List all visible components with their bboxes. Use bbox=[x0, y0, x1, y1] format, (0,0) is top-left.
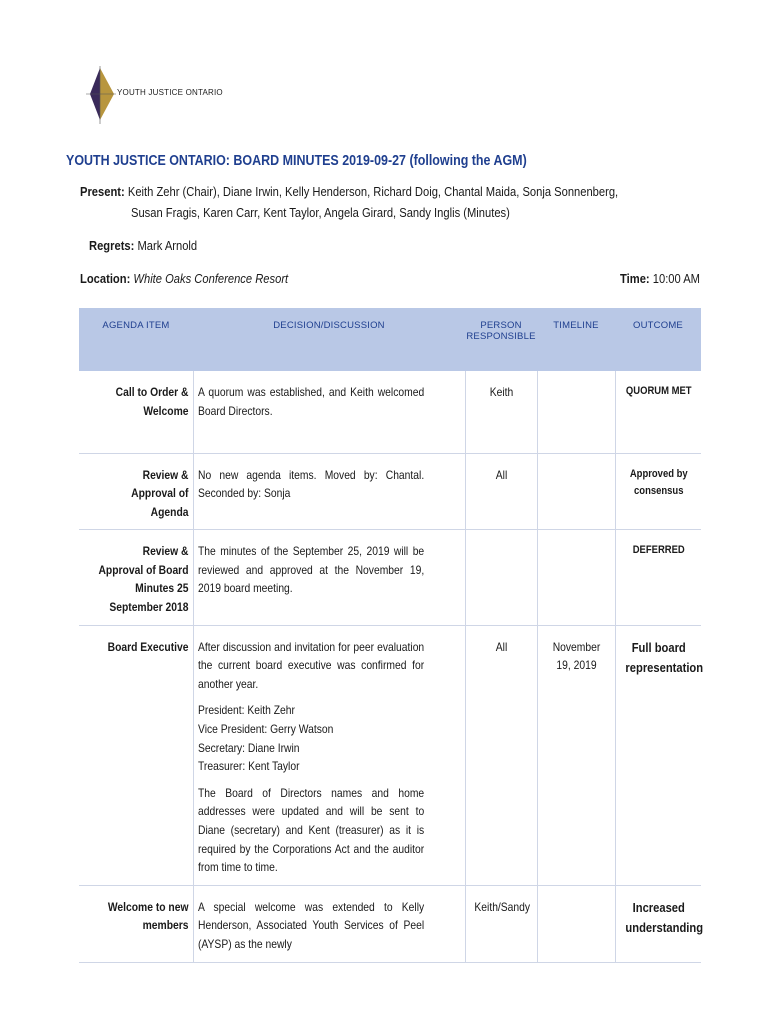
agenda-item: Review & Approval of Board Minutes 25 September 2018 bbox=[98, 544, 189, 615]
regrets-label: Regrets: bbox=[89, 238, 135, 253]
agenda-item: Welcome to new members bbox=[107, 899, 189, 933]
header-person-responsible: PERSON RESPONSIBLE bbox=[465, 308, 537, 371]
regrets-row bbox=[89, 238, 197, 253]
person-responsible: Keith/Sandy bbox=[473, 899, 530, 914]
table-header-row bbox=[79, 308, 701, 371]
person-responsible: All bbox=[495, 467, 507, 482]
time-value: 10:00 AM bbox=[652, 271, 700, 286]
person-responsible: All bbox=[495, 639, 507, 654]
discussion-text: A special welcome was extended to Kelly Henderson, Associated Youth Services of Peel (AYSP) as the newly bbox=[197, 899, 424, 951]
header-outcome: OUTCOME bbox=[615, 308, 701, 371]
time-label: Time: bbox=[620, 271, 650, 286]
exec-vice-president: Vice President: Gerry Watson bbox=[197, 722, 333, 737]
logo-text: YOUTH JUSTICE ONTARIO bbox=[117, 88, 223, 97]
table-row bbox=[79, 625, 701, 885]
outcome: Increased understanding bbox=[624, 899, 703, 935]
header-decision-discussion: DECISION/DISCUSSION bbox=[193, 308, 465, 371]
page-title: YOUTH JUSTICE ONTARIO: BOARD MINUTES 2019-09-27 (following the AGM) bbox=[66, 153, 527, 169]
outcome: Approved by consensus bbox=[629, 467, 688, 497]
table-row bbox=[79, 530, 701, 625]
discussion-text: A quorum was established, and Keith welcomed Board Directors. bbox=[197, 385, 424, 418]
regrets-value: Mark Arnold bbox=[137, 238, 198, 253]
exec-president: President: Keith Zehr bbox=[197, 703, 295, 718]
present-line2: Susan Fragis, Karen Carr, Kent Taylor, Angela Girard, Sandy Inglis (Minutes) bbox=[131, 205, 510, 220]
outcome: DEFERRED bbox=[632, 544, 685, 557]
table-row bbox=[79, 885, 701, 962]
present-row bbox=[80, 184, 618, 199]
discussion-text: The minutes of the September 25, 2019 will be reviewed and approved at the November 19, 2019 board meeting. bbox=[197, 544, 424, 596]
outcome: QUORUM MET bbox=[625, 385, 692, 397]
exec-secretary: Secretary: Diane Irwin bbox=[197, 740, 300, 755]
time-row bbox=[607, 271, 700, 286]
exec-treasurer: Treasurer: Kent Taylor bbox=[197, 759, 300, 774]
header-timeline: TIMELINE bbox=[537, 308, 615, 371]
discussion-text: No new agenda items. Moved by: Chantal. Seconded by: Sonja bbox=[197, 467, 424, 501]
present-label: Present: bbox=[80, 184, 125, 199]
agenda-item: Review & Approval of Agenda bbox=[131, 467, 189, 519]
table-row bbox=[79, 371, 701, 453]
location-row bbox=[80, 271, 288, 286]
table-row bbox=[79, 453, 701, 530]
agenda-item: Board Executive bbox=[107, 639, 189, 654]
minutes-table bbox=[79, 308, 701, 963]
discussion-text: The Board of Directors names and home addresses were updated and will be sent to Diane (secretary) and Kent (treasurer) as it is required by the Corporations Act and the auditor from time to time. bbox=[197, 785, 424, 875]
timeline: November 19, 2019 bbox=[552, 639, 600, 673]
person-responsible: Keith bbox=[489, 385, 513, 399]
header-agenda-item: AGENDA ITEM bbox=[79, 308, 193, 371]
location-label: Location: bbox=[80, 271, 131, 286]
location-value: White Oaks Conference Resort bbox=[133, 271, 289, 286]
present-line1: Keith Zehr (Chair), Diane Irwin, Kelly Henderson, Richard Doig, Chantal Maida, Sonja Sonnenberg, bbox=[127, 184, 619, 199]
agenda-item: Call to Order & Welcome bbox=[115, 385, 189, 418]
outcome: Full board representation bbox=[624, 639, 703, 675]
discussion-text: After discussion and invitation for peer evaluation the current board executive was confirmed for another year. bbox=[197, 639, 424, 691]
